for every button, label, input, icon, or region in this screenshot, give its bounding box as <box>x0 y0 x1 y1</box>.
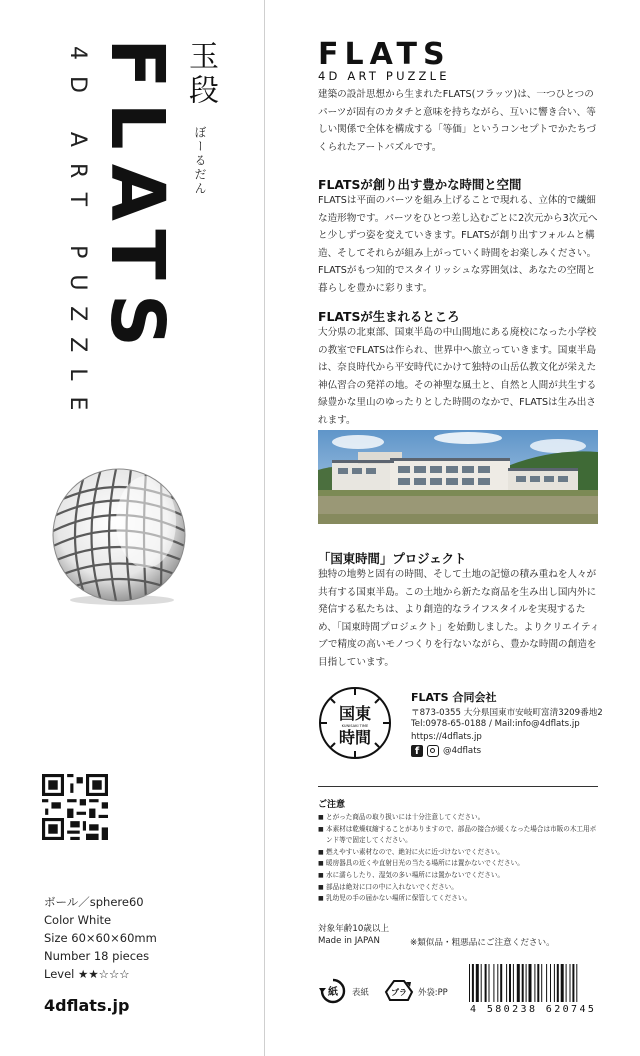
company-name: FLATS 合同会社 <box>411 691 497 704</box>
barcode-bar <box>476 964 479 1002</box>
spec-size: Size 60×60×60mm <box>44 931 157 945</box>
company-address: 〒873-0355 大分県国東市安岐町富清3209番地2 <box>411 708 603 718</box>
kunisaki-time-stamp-logo <box>318 686 392 760</box>
paper-recycle-label: 表紙 <box>352 987 369 997</box>
social-links <box>411 745 481 757</box>
product-name-jp: 玉段 <box>183 40 218 108</box>
barcode-bar <box>576 964 577 1002</box>
caution-item: ■ 部品は絶対に口の中に入れないでください。 <box>318 882 600 894</box>
age-recommendation: 対象年齢10歳以上 <box>318 924 390 934</box>
company-contact: Tel:0978-65-0188 / Mail:info@4dflats.jp <box>411 719 580 729</box>
section-body-kunisaki-project: 独特の地勢と固有の時間、そして土地の記憶の積み重ねを人々が共有する国東半島。この土地から新たな商品を生み出し国内外に発信する私たちは、より創造的なライフスタイルを実現するため、「国東時間プロジェクト」を始動しました。よりクリエイティブで精度の高いモノつくりを行ないながら、豊かな時間の創造を目指しています。 <box>318 569 600 668</box>
school-building-photo <box>318 430 598 524</box>
barcode-bar <box>472 964 474 1002</box>
paper-recycle-icon <box>318 978 348 1004</box>
company-url[interactable]: https://4dflats.jp <box>411 732 482 742</box>
section-heading-origin: FLATSが生まれるところ <box>318 309 460 324</box>
spec-pieces: Number 18 pieces <box>44 949 150 963</box>
barcode-bar <box>469 964 470 1002</box>
sphere-puzzle-image <box>46 462 192 608</box>
intro-text: 建築の設計思想から生まれたFLATS(フラッツ)は、一つひとつのパーツが固有のカタチと意味を持ちながら、互いに響き合い、等しい関係で全体を構成する「等価」というコンセプトでかたちづくられたアートパズルです。 <box>318 89 597 153</box>
stamp-text-top: 国東 <box>338 704 372 723</box>
vertical-brand <box>54 38 180 427</box>
barcode-bar <box>566 964 567 1002</box>
barcode-bar <box>537 964 539 1002</box>
barcode-bar <box>489 964 490 1002</box>
caution-item: ■ とがった商品の取り扱いには十分注意してください。 <box>318 812 600 824</box>
brand-logo-subtitle: 4D ART PUZZLE <box>318 69 450 83</box>
caution-item: ■ 乳幼児の手の届かない場所に保管してください。 <box>318 893 600 905</box>
caution-item: ■ 燃えやすい素材なので、絶対に火に近づけないでください。 <box>318 847 600 859</box>
plastic-recycle-icon <box>384 978 414 1004</box>
caution-list <box>318 812 600 905</box>
barcode-bar <box>526 964 527 1002</box>
stamp-text-sub: KUNISAKI TIME <box>341 724 369 728</box>
barcode-bar <box>529 964 532 1002</box>
left-panel <box>0 0 264 1056</box>
social-handle[interactable]: @4dflats <box>443 746 482 756</box>
barcode-bar <box>554 964 555 1002</box>
section-heading-kunisaki-project: 「国東時間」プロジェクト <box>318 551 467 566</box>
stamp-text-bottom: 時間 <box>338 728 372 747</box>
plastic-recycle-label: 外袋:PP <box>418 987 448 997</box>
caution-item: ■ 暖房器具の近くや直射日光の当たる場所には置かないでください。 <box>318 858 600 870</box>
facebook-icon[interactable]: f <box>411 745 423 757</box>
product-specs <box>44 893 157 983</box>
barcode-bar <box>522 964 524 1002</box>
barcode-bar <box>546 964 547 1002</box>
product-name-kana: ぼーるだん <box>193 126 207 196</box>
barcode-bar <box>570 964 571 1002</box>
barcode-bar <box>561 964 564 1002</box>
qr-code[interactable] <box>42 774 108 840</box>
barcode-number: 4 580238 620745 <box>470 1004 597 1015</box>
paper-mark-text: 紙 <box>328 987 338 998</box>
barcode-bar <box>513 964 514 1002</box>
barcode-bar <box>506 964 507 1002</box>
barcode-bar <box>509 964 511 1002</box>
caution-divider <box>318 786 598 787</box>
barcode-bar <box>493 964 494 1002</box>
panel-divider <box>264 0 265 1056</box>
barcode-bar <box>497 964 498 1002</box>
caution-item: ■ 本素材は乾燥収縮することがありますので、部品の接合が緩くなった場合は市販の木工用ボンド等で固定してください。 <box>318 824 600 847</box>
brand-subtitle-vertical: 4D ART PUZZLE <box>65 46 90 427</box>
barcode-bar <box>485 964 487 1002</box>
barcode-bar <box>550 964 551 1002</box>
barcode-bar <box>541 964 542 1002</box>
barcode <box>468 964 600 1006</box>
plastic-mark-text: プラ <box>391 988 407 997</box>
spec-level: Level ★★☆☆☆ <box>44 967 130 981</box>
brand-logo: FLATS <box>318 37 451 72</box>
website-link[interactable]: 4dflats.jp <box>44 996 130 1015</box>
barcode-bar <box>572 964 574 1002</box>
spec-color: Color White <box>44 913 112 927</box>
brand-title-vertical: FLATS <box>94 38 180 362</box>
section-body-origin: 大分県の北東部、国東半島の中山間地にある廃校になった小学校の教室でFLATSは作られ、世界中へ旅立っていきます。国東半島は、奈良時代から平安時代にかけて独特の山岳仏教文化が栄えた神仏習合の発祥の地。その神聖な風土と、自然と人間が共生する緑豊かな里山のゆったりとした時間のなかで、FLATSは生み出されます。 <box>318 327 597 426</box>
spec-shape: ボール／sphere60 <box>44 895 144 909</box>
caution-item: ■ 水に濡らしたり、湿気の多い場所には置かないでください。 <box>318 870 600 882</box>
instagram-icon[interactable] <box>427 745 439 757</box>
section-body-time-space: FLATSは平面のパーツを組み上げることで現れる、立体的で繊細な造形物です。パーツをひとつ差し込むごとに2次元から3次元へと少しずつ姿を変えていきます。FLATSが創り出すフォルムと構造、そしてそれらが組み上がっていく時間をお楽しみください。FLATSがもつ知的でスタイリッシュな雰囲気は、あなたの空間と暮らしを豊かに彩ります。 <box>318 195 598 294</box>
caution-title: ご注意 <box>318 800 346 810</box>
barcode-bar <box>534 964 535 1002</box>
counterfeit-warning: ※類似品・粗悪品にご注意ください。 <box>410 938 555 948</box>
made-in-label: Made in JAPAN <box>318 936 380 946</box>
barcode-bar <box>557 964 559 1002</box>
barcode-bar <box>500 964 502 1002</box>
barcode-bar <box>517 964 520 1002</box>
barcode-bar <box>481 964 482 1002</box>
section-heading-time-space: FLATSが創り出す豊かな時間と空間 <box>318 177 522 192</box>
